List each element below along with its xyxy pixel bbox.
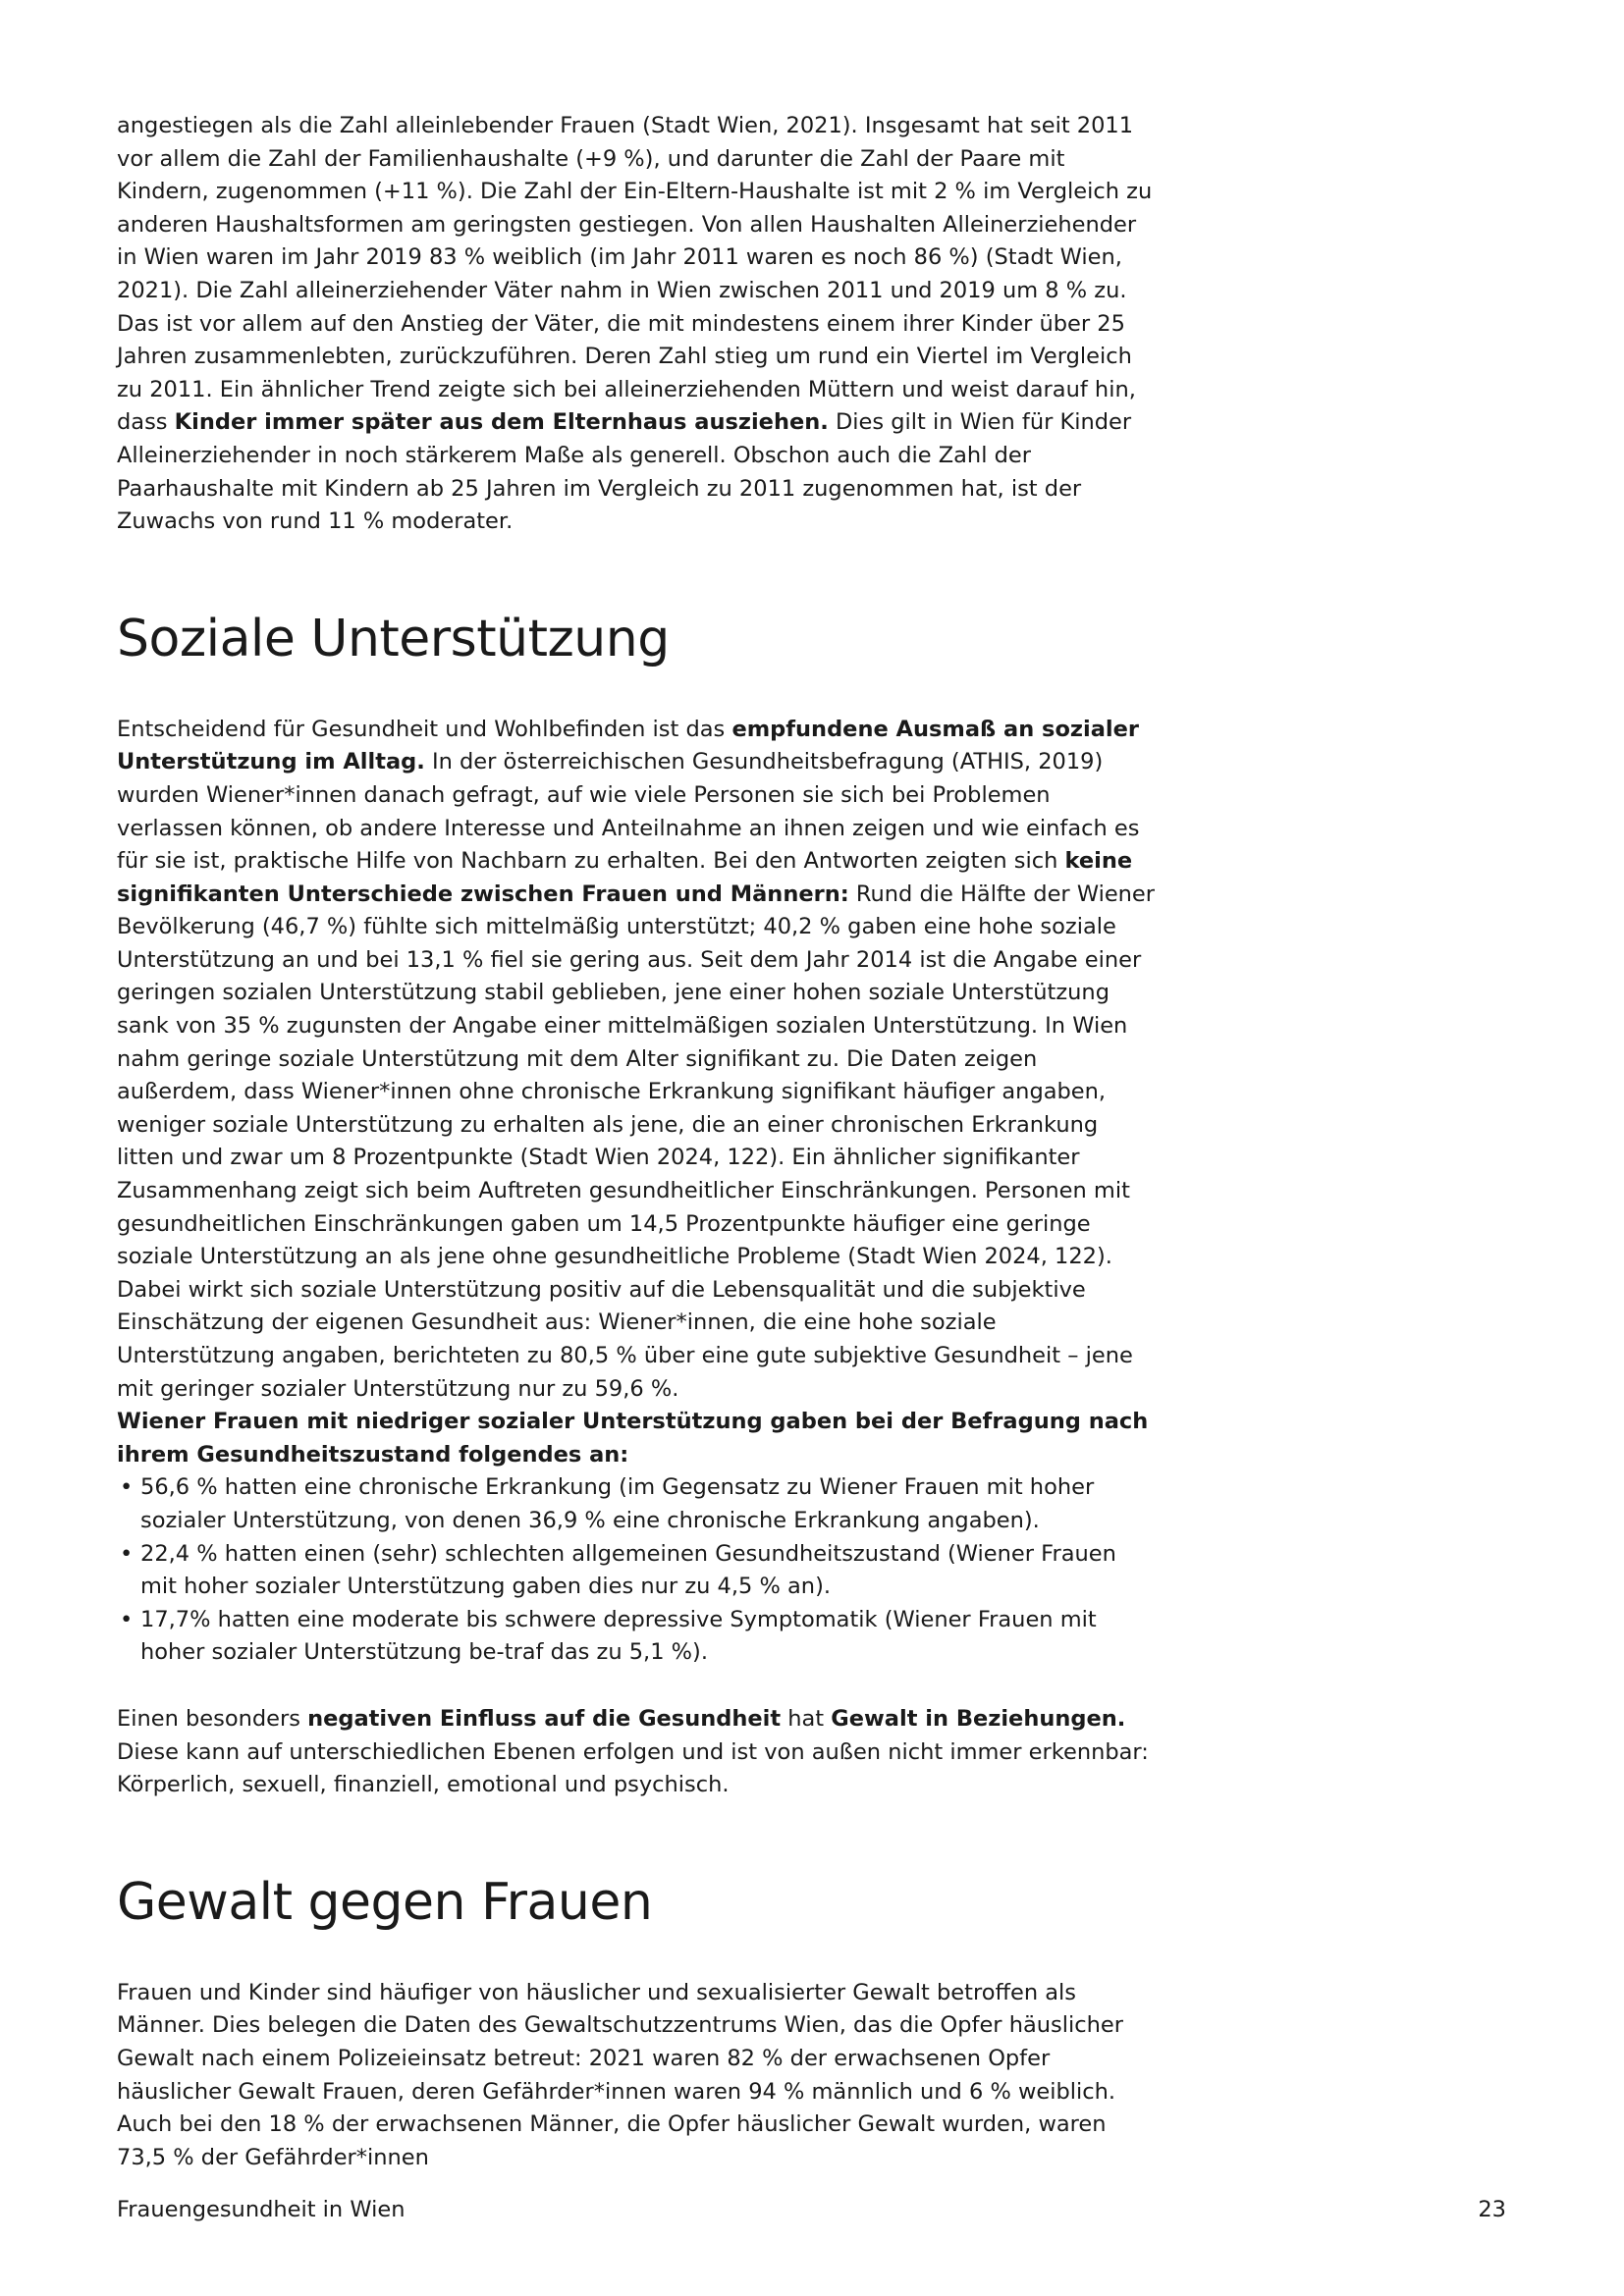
gewalt-paragraph-1: Frauen und Kinder sind häufiger von häuslicher und sexualisierter Gewalt betroffen als Männer. Dies belegen die Daten des Gewaltschutzzentrums Wien, das die Opfer häuslicher Gewalt nach einem Polizeieinsatz betreut: 2021 waren 82 % der erwachsenen Opfer häuslicher Gewalt Frauen, deren Gefährder*innen waren 94 % männlich und 6 % weiblich. Auch bei den 18 % der erwachsenen Männer, die Opfer häuslicher Gewalt wurden, waren 73,5 % der Gefährder*innen <box>117 1979 1123 2170</box>
bold-run: keine signifikanten Unterschiede zwischen Frauen und Männern: <box>117 848 1133 907</box>
bold-run: negativen Einfluss auf die Gesundheit <box>307 1705 782 1732</box>
soziale-paragraph-1 <box>117 714 1158 1406</box>
text-run: Entscheidend für Gesundheit und Wohlbefinden ist das <box>117 716 732 742</box>
text-run: In der österreichischen Gesundheitsbefragung (ATHIS, 2019) wurden Wiener*innen danach gefragt, auf wie viele Personen sie sich bei Problemen verlassen können, ob andere Interesse und Anteilnahme an ihnen zeigen und wie einfach es für sie ist, praktische Hilfe von Nachbarn zu erhalten. Bei den Antworten zeigten sich <box>117 749 1140 875</box>
bullet-icon: • <box>120 1474 134 1501</box>
footer-title: Frauengesundheit in Wien <box>117 2197 406 2222</box>
page-number: 23 <box>1478 2197 1506 2222</box>
intro-paragraph <box>117 110 1158 539</box>
list-item <box>117 1604 1158 1670</box>
bullet-list <box>117 1471 1158 1670</box>
text-run: angestiegen als die Zahl alleinlebender Frauen (Stadt Wien, 2021). Insgesamt hat seit 2011 vor allem die Zahl der Familienhaushalte (+9 %), und darunter die Zahl der Paare mit Kindern, zugenommen (+11 %). Die Zahl der Ein-Eltern-Haushalte ist mit 2 % im Vergleich zu anderen Haushaltsformen am geringsten gestiegen. Von allen Haushalten Alleinerziehender in Wien waren im Jahr 2019 83 % weiblich (im Jahr 2011 waren es noch 86 %) (Stadt Wien, 2021). Die Zahl alleinerziehender Väter nahm in Wien zwischen 2011 und 2019 um 8 % zu. Das ist vor allem auf den Anstieg der Väter, die mit mindestens einem ihrer Kinder über 25 Jahren zusammenlebten, zurückzuführen. Deren Zahl stieg um rund ein Viertel im Vergleich zu 2011. Ein ähnlicher Trend zeigte sich bei alleinerziehenden Müttern und weist darauf hin, dass <box>117 113 1153 436</box>
bullet-icon: • <box>120 1540 134 1567</box>
text-run: hat <box>781 1705 832 1732</box>
text-run: Rund die Hälfte der Wiener Bevölkerung (46,7 %) fühlte sich mittelmäßig unterstützt; 40,2 % gaben eine hohe soziale Unterstützung an und bei 13,1 % fiel sie gering aus. Seit dem Jahr 2014 ist die Angabe einer geringen sozialen Unterstützung stabil geblieben, jene einer hohen soziale Unterstützung sank von 35 % zugunsten der Angabe einer mittelmäßigen sozialen Unterstützung. In Wien nahm geringe soziale Unterstützung mit dem Alter signifikant zu. Die Daten zeigen außerdem, dass Wiener*innen ohne chronische Erkrankung signifikant häufiger angaben, weniger soziale Unterstützung zu erhalten als jene, die an einer chronischen Erkrankung litten und zwar um 8 Prozentpunkte (Stadt Wien 2024, 122). Ein ähnlicher signifikanter Zusammenhang zeigt sich beim Auftreten gesundheitlicher Einschränkungen. Personen mit gesundheitlichen Einschränkungen gaben um 14,5 Prozentpunkte häufiger eine geringe soziale Unterstützung an als jene ohne gesundheitliche Probleme (Stadt Wien 2024, 122). Dabei wirkt sich soziale Unterstützung positiv auf die Lebensqualität und die subjektive Einschätzung der eigenen Gesundheit aus: Wiener*innen, die eine hohe soziale Unterstützung angaben, berichteten zu 80,5 % über eine gute subjektive Gesundheit – jene mit geringer sozialer Unterstützung nur zu 59,6 %. <box>117 881 1156 1402</box>
text-run: Einen besonders <box>117 1705 308 1732</box>
list-item-text: 17,7% hatten eine moderate bis schwere depressive Symptomatik (Wiener Frauen mit hoher sozialer Unterstützung be-traf das zu 5,1 %). <box>140 1606 1097 1666</box>
list-item <box>117 1471 1158 1537</box>
bold-run: Gewalt in Beziehungen. <box>831 1705 1126 1732</box>
soziale-paragraph-2 <box>117 1703 1158 1802</box>
bold-run: Kinder immer später aus dem Elternhaus ausziehen. <box>174 409 829 436</box>
page-content <box>117 110 1158 2174</box>
bold-run: Wiener Frauen mit niedriger sozialer Unterstützung gaben bei der Befragung nach ihrem Gesundheitszustand folgendes an: <box>117 1409 1149 1468</box>
list-item <box>117 1538 1158 1604</box>
list-heading <box>117 1406 1158 1471</box>
section-heading-soziale-unterstuetzung: Soziale Unterstützung <box>117 609 670 668</box>
bullet-icon: • <box>120 1606 134 1632</box>
bold-run: empfundene Ausmaß an sozialer Unterstützung im Alltag. <box>117 716 1139 775</box>
section-heading-gewalt-gegen-frauen: Gewalt gegen Frauen <box>117 1872 653 1932</box>
list-item-text: 56,6 % hatten eine chronische Erkrankung (im Gegensatz zu Wiener Frauen mit hoher sozialer Unterstützung, von denen 36,9 % eine chronische Erkrankung angaben). <box>140 1474 1095 1533</box>
list-item-text: 22,4 % hatten einen (sehr) schlechten allgemeinen Gesundheitszustand (Wiener Frauen mit hoher sozialer Unterstützung gaben dies nur zu 4,5 % an). <box>140 1540 1116 1600</box>
text-run: Dies gilt in Wien für Kinder Alleinerziehender in noch stärkerem Maße als generell. Obschon auch die Zahl der Paarhaushalte mit Kindern ab 25 Jahren im Vergleich zu 2011 zugenommen hat, ist der Zuwachs von rund 11 % moderater. <box>117 409 1132 535</box>
text-run: Diese kann auf unterschiedlichen Ebenen erfolgen und ist von außen nicht immer erkennbar: Körperlich, sexuell, finanziell, emotional und psychisch. <box>117 1738 1149 1798</box>
